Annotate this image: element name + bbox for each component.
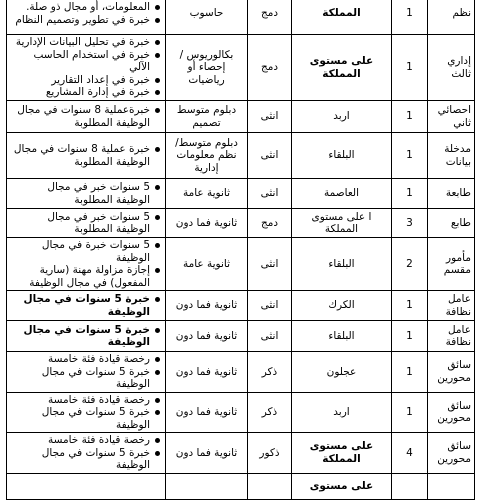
qualification-cell: ثانوية عامة — [166, 179, 248, 209]
qualification-cell: حاسوب — [166, 0, 248, 35]
requirement-item: خبرة 5 سنوات في مجال الوظيفة — [10, 324, 150, 349]
location-cell: على مستوى المملكة — [292, 433, 392, 474]
requirements-list — [10, 434, 162, 472]
job-title-cell: عامل نظافة — [428, 291, 475, 321]
location-cell: اربد — [292, 101, 392, 133]
requirements-cell — [7, 473, 166, 499]
job-title-cell: سائق محورين — [428, 392, 475, 433]
positions-count-cell: 1 — [392, 179, 428, 209]
location-cell: البلقاء — [292, 238, 392, 291]
qualification-cell: دبلوم متوسط/ نظم معلومات إدارية — [166, 133, 248, 179]
requirements-cell — [7, 433, 166, 474]
job-title-cell: سائق محورين — [428, 433, 475, 474]
positions-count-cell: 3 — [392, 209, 428, 238]
location-cell: اربد — [292, 392, 392, 433]
table-row — [7, 209, 475, 238]
qualification-cell: بكالوريوس / إحصاء أو رياضيات — [166, 35, 248, 101]
job-title-cell: مدخلة بيانات — [428, 133, 475, 179]
requirement-item: رخصة قيادة فئة خامسة — [10, 353, 150, 366]
qualification-cell: دبلوم متوسط تصميم — [166, 101, 248, 133]
requirements-list — [10, 181, 162, 206]
positions-count-cell: 2 — [392, 238, 428, 291]
requirements-list — [10, 353, 162, 391]
requirements-list — [10, 239, 162, 289]
requirement-item: خبرة في تطوير وتصميم النظام — [10, 14, 150, 27]
positions-count-cell: 1 — [392, 291, 428, 321]
positions-count-cell: 1 — [392, 0, 428, 35]
qualification-cell: ثانوية فما دون — [166, 209, 248, 238]
table-row — [7, 321, 475, 352]
requirement-item: خبرة 5 سنوات في مجال الوظيفة — [10, 406, 150, 431]
requirement-item: رخصة قيادة فئة خامسة — [10, 434, 150, 447]
job-title-cell: طابعة — [428, 179, 475, 209]
jobs-table — [6, 0, 475, 500]
positions-count-cell: 1 — [392, 101, 428, 133]
gender-cell: ذكر — [248, 352, 292, 393]
requirements-cell — [7, 291, 166, 321]
table-row — [7, 433, 475, 474]
positions-count-cell: 1 — [392, 133, 428, 179]
gender-cell: انثى — [248, 179, 292, 209]
gender-cell: دمج — [248, 0, 292, 35]
requirement-item: خبرة في تحليل البيانات الإدارية — [10, 36, 150, 49]
positions-count-cell: 4 — [392, 433, 428, 474]
job-title-cell — [428, 473, 475, 499]
requirements-cell — [7, 392, 166, 433]
requirement-item: المعلومات، أو مجال ذو صلة. — [10, 1, 150, 14]
requirements-cell — [7, 209, 166, 238]
job-title-cell: إداري ثالث — [428, 35, 475, 101]
qualification-cell — [166, 473, 248, 499]
gender-cell: انثى — [248, 133, 292, 179]
requirement-item: 5 سنوات خبرة في مجال الوظيفة — [10, 239, 150, 264]
positions-count-cell: 1 — [392, 35, 428, 101]
job-title-cell: نظم — [428, 0, 475, 35]
requirement-item: خبرة في إعداد التقارير — [10, 74, 150, 87]
requirement-item: خبرة عملية 8 سنوات في مجال الوظيفة المطلوبة — [10, 143, 150, 168]
positions-count-cell: 1 — [392, 352, 428, 393]
requirements-list — [10, 36, 162, 99]
requirements-list — [10, 143, 162, 168]
requirement-item: إجازة مزاولة مهنة (سارية المفعول) في مجال الوظيفة — [10, 264, 150, 289]
requirement-item: رخصة قيادة فئة خامسة — [10, 394, 150, 407]
requirements-cell — [7, 179, 166, 209]
requirement-item: خبرة 5 سنوات في مجال الوظيفة — [10, 447, 150, 472]
location-cell: البلقاء — [292, 321, 392, 352]
positions-count-cell — [392, 473, 428, 499]
table-row — [7, 291, 475, 321]
requirements-cell — [7, 238, 166, 291]
qualification-cell: ثانوية فما دون — [166, 352, 248, 393]
table-row — [7, 179, 475, 209]
requirements-list — [10, 293, 162, 318]
job-title-cell: سائق محورين — [428, 352, 475, 393]
qualification-cell: ثانوية فما دون — [166, 291, 248, 321]
requirement-item: 5 سنوات خبر في مجال الوظيفة المطلوبة — [10, 211, 150, 236]
gender-cell: ذكر — [248, 392, 292, 433]
gender-cell: دمج — [248, 35, 292, 101]
qualification-cell: ثانوية فما دون — [166, 392, 248, 433]
requirements-cell — [7, 0, 166, 35]
location-cell: المملكة — [292, 0, 392, 35]
positions-count-cell: 1 — [392, 321, 428, 352]
location-cell: الكرك — [292, 291, 392, 321]
table-row — [7, 473, 475, 499]
gender-cell: ذكور — [248, 433, 292, 474]
table-row — [7, 352, 475, 393]
table-row — [7, 101, 475, 133]
location-cell: العاصمة — [292, 179, 392, 209]
requirements-list — [10, 211, 162, 236]
table-row — [7, 392, 475, 433]
requirements-list — [10, 324, 162, 349]
gender-cell: انثى — [248, 321, 292, 352]
location-cell: البلقاء — [292, 133, 392, 179]
qualification-cell: ثانوية فما دون — [166, 321, 248, 352]
table-row — [7, 0, 475, 35]
qualification-cell: ثانوية فما دون — [166, 433, 248, 474]
location-cell: على مستوى المملكة — [292, 35, 392, 101]
table-row — [7, 238, 475, 291]
requirement-item: خبرة في إدارة المشاريع — [10, 86, 150, 99]
requirements-cell — [7, 101, 166, 133]
positions-count-cell: 1 — [392, 392, 428, 433]
table-row — [7, 35, 475, 101]
requirements-cell — [7, 352, 166, 393]
requirements-list — [10, 1, 162, 26]
jobs-table-body — [7, 0, 475, 499]
table-row — [7, 133, 475, 179]
gender-cell — [248, 473, 292, 499]
requirements-list — [10, 394, 162, 432]
gender-cell: انثى — [248, 238, 292, 291]
requirements-cell — [7, 35, 166, 101]
job-title-cell: احصائي ثاني — [428, 101, 475, 133]
requirements-cell — [7, 133, 166, 179]
gender-cell: دمج — [248, 209, 292, 238]
location-cell: ا على مستوى المملكة — [292, 209, 392, 238]
requirement-item: 5 سنوات خبر في مجال الوظيفة المطلوبة — [10, 181, 150, 206]
requirement-item: خبرة 5 سنوات في مجال الوظيفة — [10, 293, 150, 318]
location-cell: عجلون — [292, 352, 392, 393]
qualification-cell: ثانوية عامة — [166, 238, 248, 291]
requirement-item: خبرة 5 سنوات في مجال الوظيفة — [10, 366, 150, 391]
job-title-cell: مأمور مقسم — [428, 238, 475, 291]
gender-cell: انثى — [248, 101, 292, 133]
requirements-list — [10, 104, 162, 129]
requirement-item: خبرةعملية 8 سنوات في مجال الوظيفة المطلوبة — [10, 104, 150, 129]
gender-cell: انثى — [248, 291, 292, 321]
job-title-cell: طابع — [428, 209, 475, 238]
requirement-item: خبرة في استخدام الحاسب الآلي — [10, 49, 150, 74]
job-title-cell: عامل نظافة — [428, 321, 475, 352]
location-cell: على مستوى — [292, 473, 392, 499]
requirements-cell — [7, 321, 166, 352]
